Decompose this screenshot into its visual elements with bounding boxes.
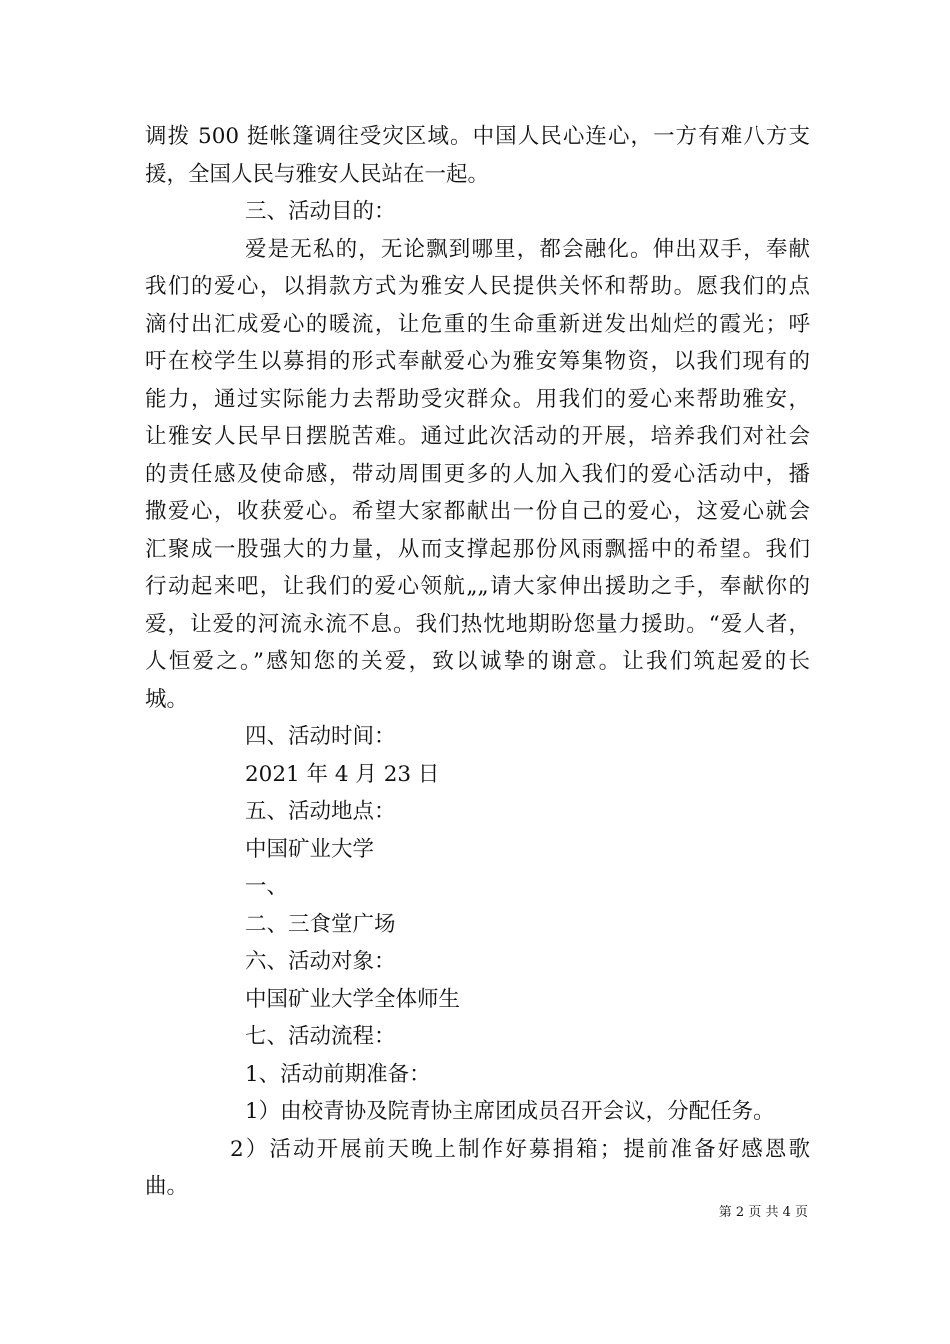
text-line: 五、活动地点：: [245, 799, 396, 824]
text-line: 让雅安人民早日摆脱苦难。通过此次活动的开展，培养我们对社会: [145, 424, 810, 449]
text-line: 援，全国人民与雅安人民站在一起。: [145, 161, 490, 187]
text-line: 一、: [245, 874, 289, 899]
text-line: 六、活动对象：: [245, 949, 396, 974]
text-line: 撒爱心，收获爱心。希望大家都献出一份自己的爱心，这爱心就会: [145, 499, 810, 524]
text-line: 吁在校学生以募捐的形式奉献爱心为雅安筹集物资，以我们现有的: [145, 349, 810, 374]
text-line: 爱，让爱的河流永流不息。我们热忱地期盼您量力援助。“爱人者，: [145, 611, 810, 637]
text-line: 三、活动目的：: [245, 199, 396, 224]
text-line: 能力，通过实际能力去帮助受灾群众。用我们的爱心来帮助雅安，: [145, 386, 810, 412]
text-line: 2021 年 4 月 23 日: [245, 761, 440, 787]
text-line: 滴付出汇成爱心的暖流，让危重的生命重新迸发出灿烂的霞光；呼: [145, 311, 810, 337]
text-line: 2）活动开展前天晚上制作好募捐箱；提前准备好感恩歌: [230, 1136, 810, 1162]
text-line: 七、活动流程：: [245, 1024, 396, 1049]
text-line: 调拨 500 挺帐篷调往受灾区域。中国人民心连心，一方有难八方支: [145, 124, 810, 149]
text-line: 人恒爱之。”感知您的关爱，致以诚挚的谢意。让我们筑起爱的长: [145, 649, 810, 674]
document-body: [145, 118, 810, 1206]
text-line: 的责任感及使命感，带动周围更多的人加入我们的爱心活动中，播: [145, 461, 810, 487]
text-line: 爱是无私的，无论飘到哪里，都会融化。伸出双手，奉献: [245, 236, 810, 262]
text-line: 1、活动前期准备：: [245, 1061, 431, 1087]
text-line: 1）由校青协及院青协主席团成员召开会议，分配任务。: [245, 1099, 775, 1124]
text-line: 中国矿业大学: [245, 836, 375, 862]
text-line: 四、活动时间：: [245, 724, 396, 749]
text-line: 行动起来吧，让我们的爱心领航„„请大家伸出援助之手，奉献你的: [145, 574, 810, 599]
text-line: 中国矿业大学全体师生: [245, 986, 461, 1012]
text-line: 城。: [145, 686, 189, 712]
text-line: 曲。: [145, 1174, 189, 1199]
page-number-footer: 第 2 页 共 4 页: [718, 1205, 808, 1220]
text-line: 我们的爱心，以捐款方式为雅安人民提供关怀和帮助。愿我们的点: [145, 274, 810, 299]
text-line: 汇聚成一股强大的力量，从而支撑起那份风雨飘摇中的希望。我们: [145, 536, 810, 562]
text-line: 二、三食堂广场: [245, 911, 396, 937]
